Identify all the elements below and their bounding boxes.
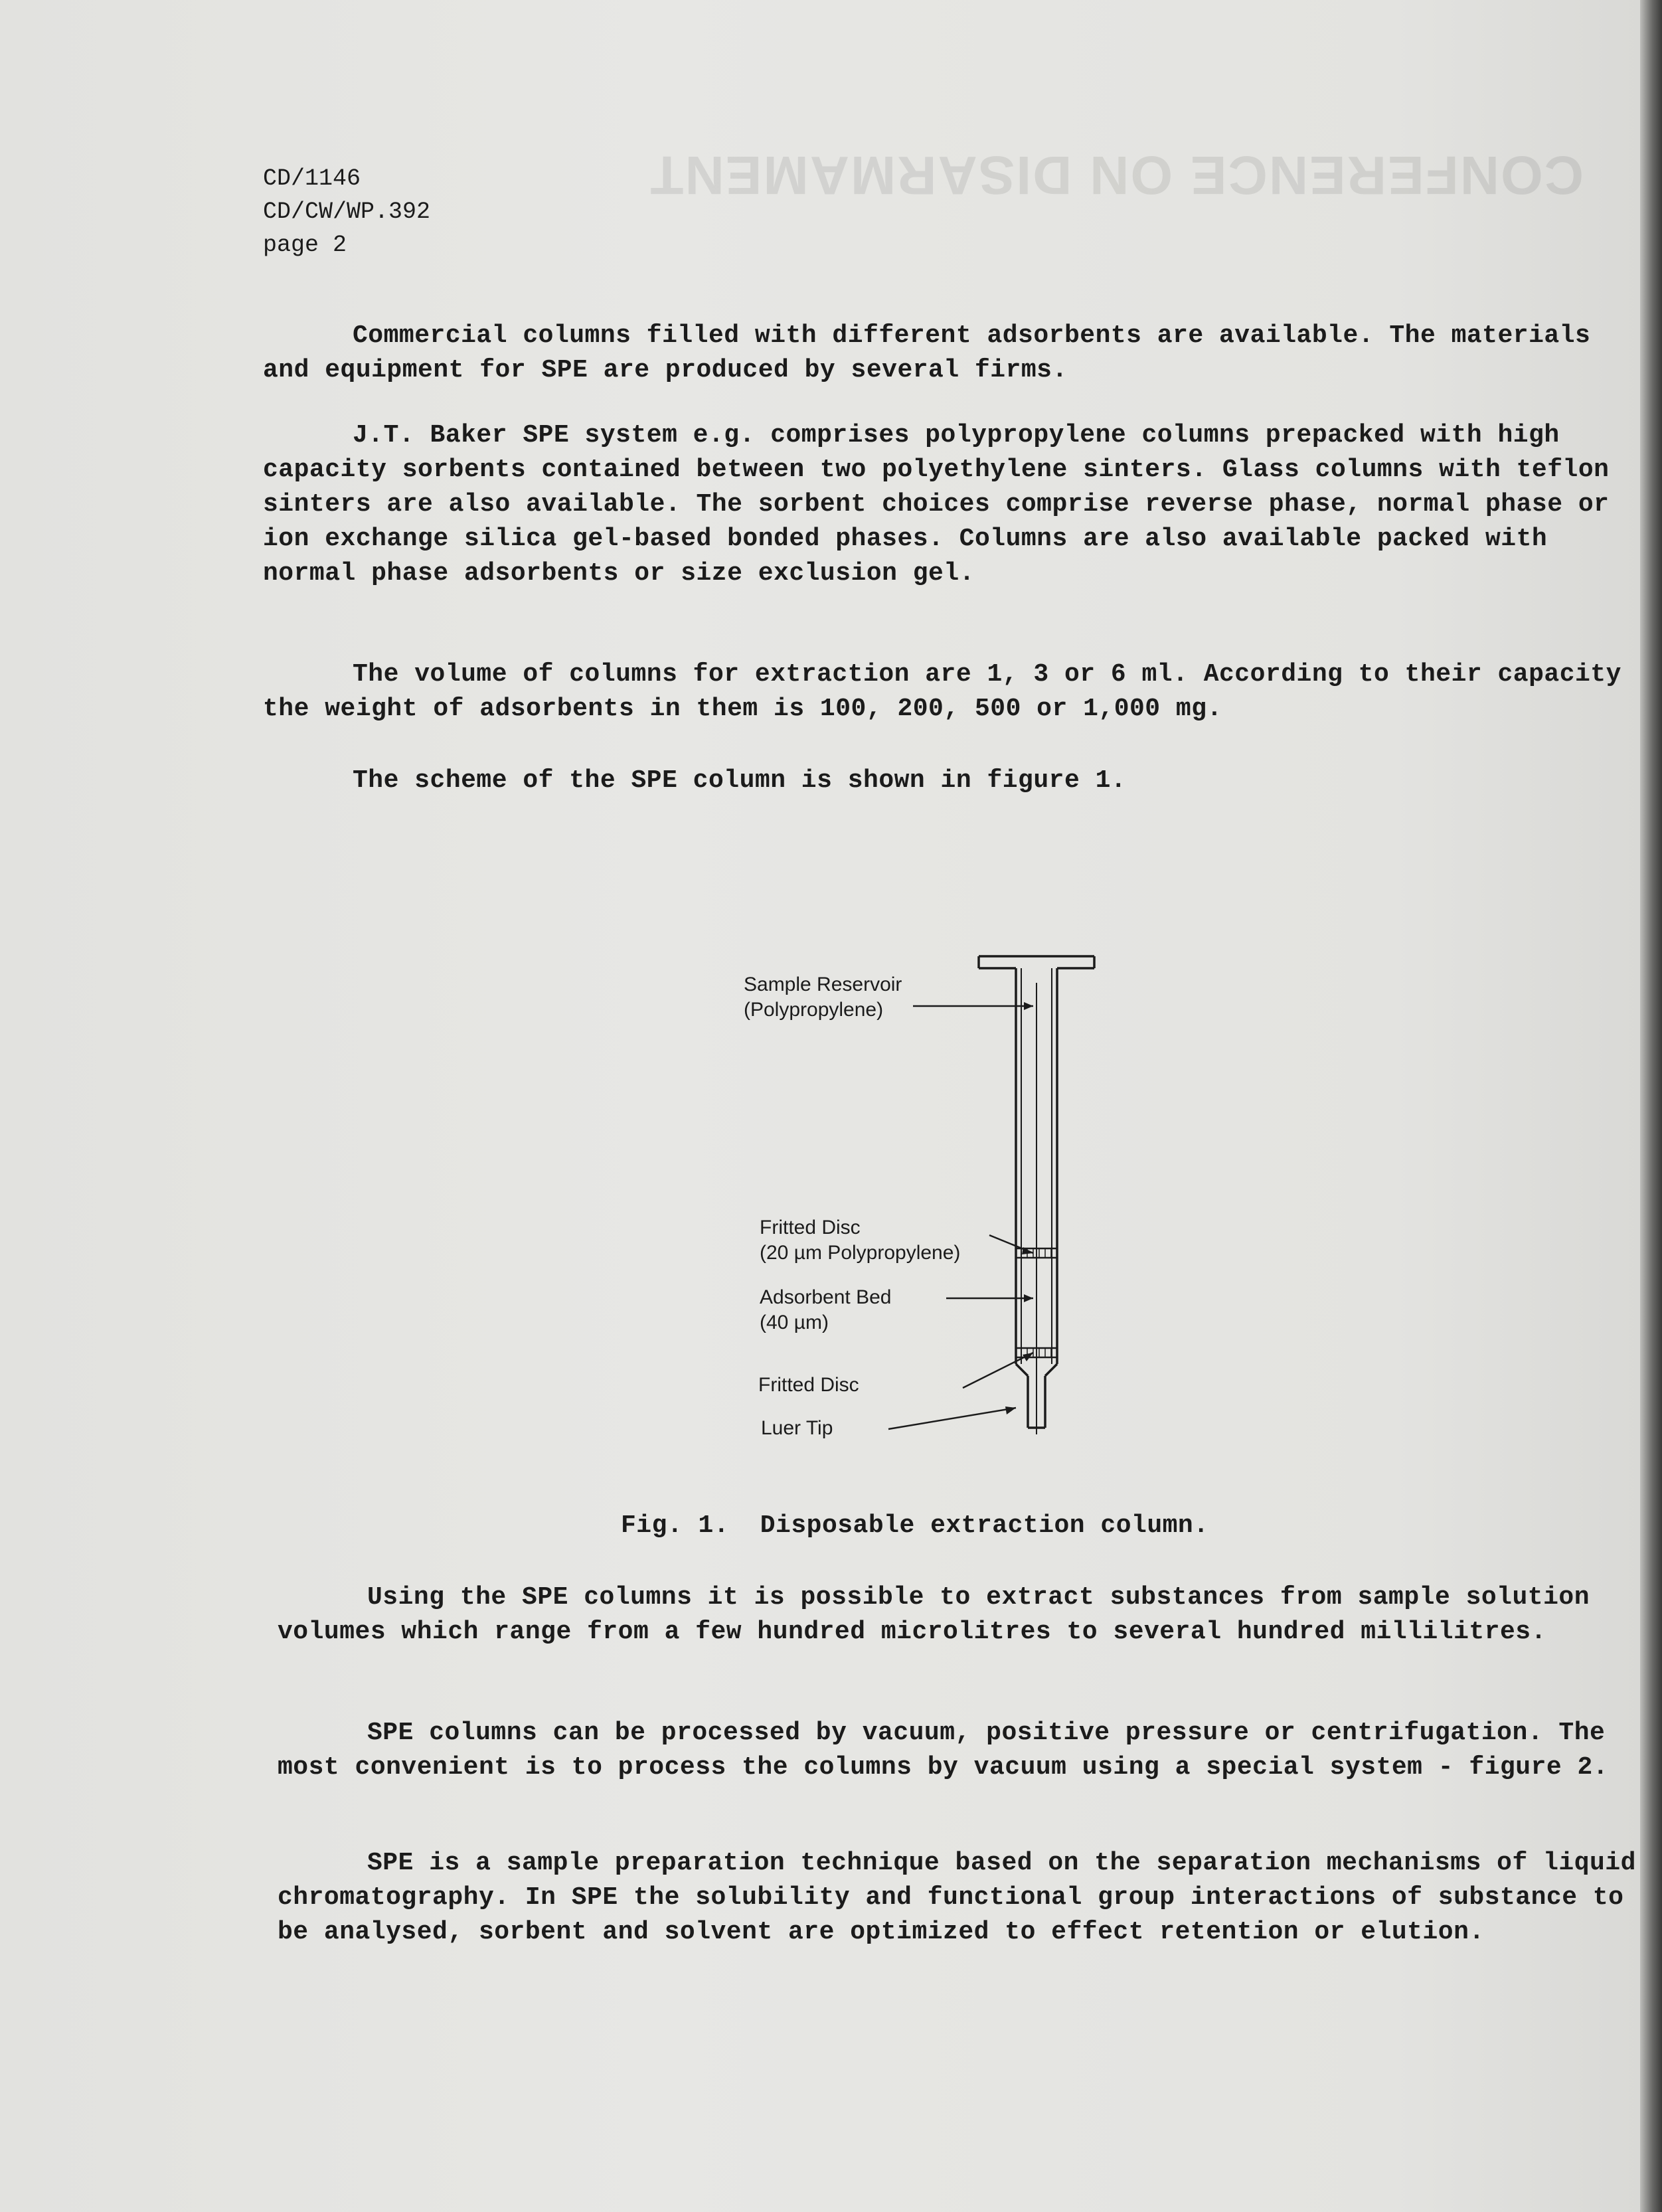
bleed-through-heading: CONFERENCE ON DISARMAMENT (649, 145, 1584, 205)
paragraph-7: SPE is a sample preparation technique based on the separation mechanisms of liquid chromatography. In SPE the solubility and functional group interactions of substance to be analysed, sorbent and solvent are optimized to effect retention or elution. (278, 1849, 1636, 1946)
label-adsorbent-bed: Adsorbent Bed (40 µm) (760, 1286, 892, 1333)
paragraph-1: Commercial columns filled with different adsorbents are available. The materials and equipment for SPE are produced by several firms. (263, 321, 1591, 384)
label-luer-tip: Luer Tip (761, 1417, 833, 1439)
spe-column-figure (744, 930, 1208, 1448)
doc-symbol: CD/1146 (263, 165, 361, 192)
wp-symbol: CD/CW/WP.392 (263, 199, 431, 225)
figure-caption: Fig. 1. Disposable extraction column. (621, 1511, 1209, 1540)
paragraph-2: J.T. Baker SPE system e.g. comprises polypropylene columns prepacked with high capacity sorbents contained between two polyethylene sinters. Glass columns with teflon sinters are also available. The sorbent choices comprise reverse phase, normal phase or ion exchange silica gel-based bonded phases. Columns are also available packed with normal phase adsorbents or size exclusion gel. (263, 421, 1610, 588)
paragraph-6: SPE columns can be processed by vacuum, positive pressure or centrifugation. The most convenient is to process the columns by vacuum using a special system - figure 2. (278, 1719, 1609, 1782)
paragraph-4: The scheme of the SPE column is shown in figure 1. (353, 766, 1127, 795)
document-header (263, 162, 430, 262)
label-fritted-disc-top: Fritted Disc (20 µm Polypropylene) (760, 1217, 961, 1264)
pointer-luer (888, 1408, 1016, 1429)
label-fritted-disc-bottom: Fritted Disc (758, 1374, 859, 1396)
page-number: page 2 (263, 232, 347, 258)
paragraph-5: Using the SPE columns it is possible to extract substances from sample solution volumes which range from a few hundred microlitres to several hundred millilitres. (278, 1583, 1590, 1646)
label-sample-reservoir: Sample Reservoir (Polypropylene) (744, 974, 902, 1021)
paragraph-3: The volume of columns for extraction are 1, 3 or 6 ml. According to their capacity the weight of adsorbents in them is 100, 200, 500 or 1,000 mg. (263, 660, 1621, 723)
